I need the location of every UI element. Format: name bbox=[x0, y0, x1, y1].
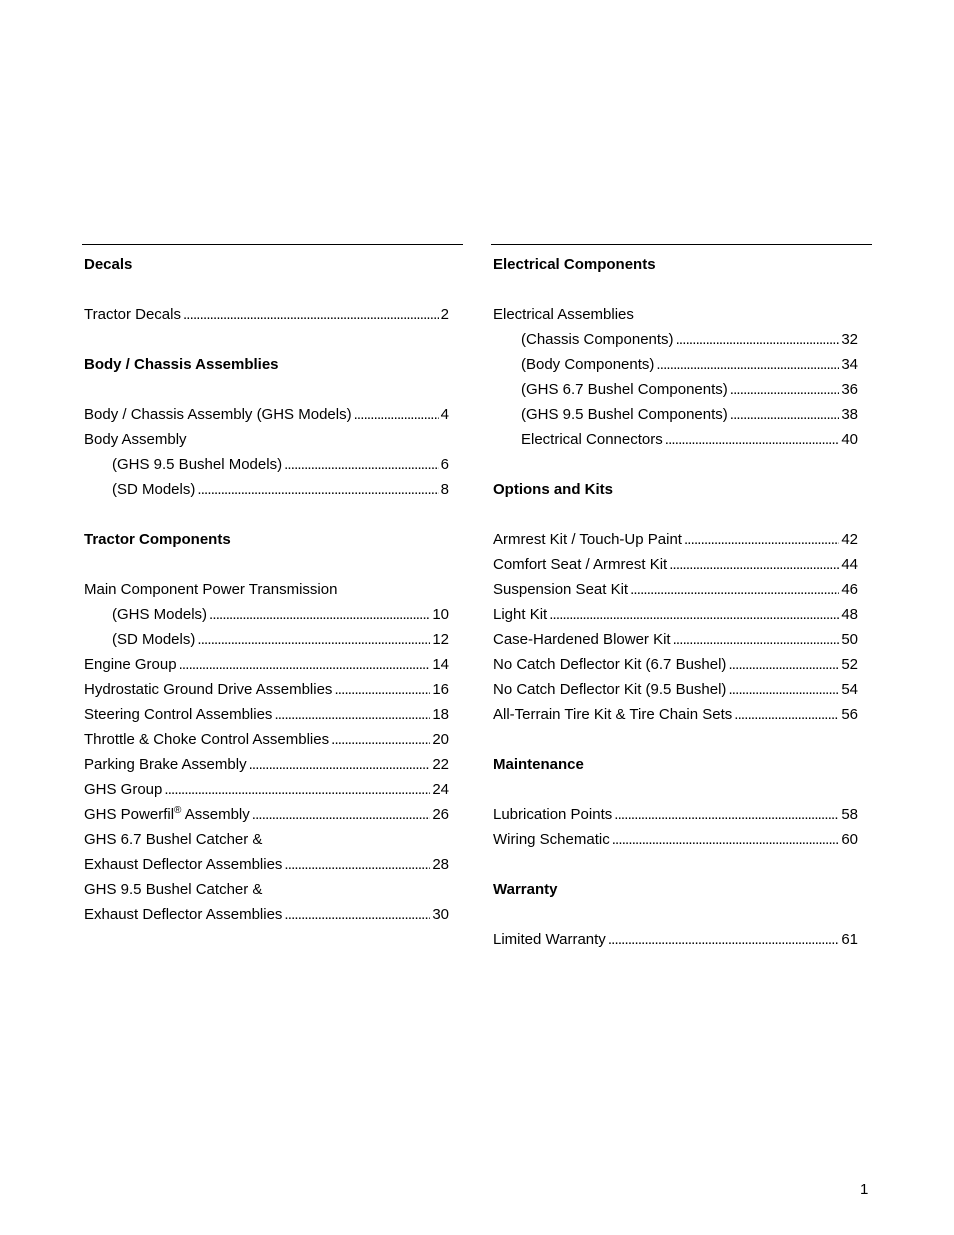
toc-entry-armrest-touchup[interactable]: Armrest Kit / Touch-Up Paint . . . 42 bbox=[493, 527, 858, 552]
dot-leader bbox=[728, 677, 839, 702]
dot-leader bbox=[549, 602, 839, 627]
toc-entry-lubrication[interactable]: Lubrication Points . . . 58 bbox=[493, 802, 858, 827]
toc-entry-engine-group[interactable]: Engine Group . . . 14 bbox=[84, 652, 449, 677]
page-number: 1 bbox=[860, 1181, 869, 1198]
dot-leader bbox=[183, 302, 439, 327]
section-heading-body-chassis: Body / Chassis Assemblies bbox=[84, 356, 279, 373]
toc-entry-ghs-group[interactable]: GHS Group . . . 24 bbox=[84, 777, 449, 802]
toc-entry-ghs95-exhaust[interactable]: Exhaust Deflector Assemblies . . . 30 bbox=[84, 902, 449, 927]
dot-leader bbox=[614, 802, 839, 827]
dot-leader bbox=[728, 652, 839, 677]
section-heading-decals: Decals bbox=[84, 256, 133, 273]
dot-leader bbox=[284, 902, 430, 927]
toc-entry-limited-warranty[interactable]: Limited Warranty . . . 61 bbox=[493, 927, 858, 952]
dot-leader bbox=[284, 452, 439, 477]
toc-entry-steering[interactable]: Steering Control Assemblies . . . 18 bbox=[84, 702, 449, 727]
dot-leader bbox=[612, 827, 840, 852]
toc-entry-deflector-95[interactable]: No Catch Deflector Kit (9.5 Bushel) . . . 54 bbox=[493, 677, 858, 702]
toc-group-body-assembly: Body Assembly bbox=[84, 431, 187, 448]
dot-leader bbox=[197, 627, 430, 652]
toc-entry-body-chassis-assembly[interactable]: Body / Chassis Assembly (GHS Models) . . . 4 bbox=[84, 402, 449, 427]
toc-entry-parking-brake[interactable]: Parking Brake Assembly . . . 22 bbox=[84, 752, 449, 777]
toc-entry-ghs95-components[interactable]: (GHS 9.5 Bushel Components) . . . 38 bbox=[493, 402, 858, 427]
toc-entry-comfort-seat[interactable]: Comfort Seat / Armrest Kit . . . 44 bbox=[493, 552, 858, 577]
dot-leader bbox=[656, 352, 839, 377]
section-heading-warranty: Warranty bbox=[493, 881, 558, 898]
toc-entry-deflector-67[interactable]: No Catch Deflector Kit (6.7 Bushel) . . . 52 bbox=[493, 652, 858, 677]
dot-leader bbox=[179, 652, 431, 677]
toc-entry-blower-kit[interactable]: Case-Hardened Blower Kit . . . 50 bbox=[493, 627, 858, 652]
dot-leader bbox=[197, 477, 438, 502]
toc-entry-hydrostatic[interactable]: Hydrostatic Ground Drive Assemblies . . . 16 bbox=[84, 677, 449, 702]
toc-entry-body-sd[interactable]: (SD Models) . . . 8 bbox=[84, 477, 449, 502]
dot-leader bbox=[252, 802, 431, 827]
toc-group-ghs95-catcher: GHS 9.5 Bushel Catcher & bbox=[84, 881, 263, 898]
toc-entry-body-ghs95[interactable]: (GHS 9.5 Bushel Models) . . . 6 bbox=[84, 452, 449, 477]
dot-leader bbox=[209, 602, 430, 627]
toc-entry-main-sd[interactable]: (SD Models) . . . 12 bbox=[84, 627, 449, 652]
toc-entry-light-kit[interactable]: Light Kit . . . 48 bbox=[493, 602, 858, 627]
section-heading-maintenance: Maintenance bbox=[493, 756, 584, 773]
toc-entry-wiring[interactable]: Wiring Schematic . . . 60 bbox=[493, 827, 858, 852]
toc-entry-ghs67-exhaust[interactable]: Exhaust Deflector Assemblies . . . 28 bbox=[84, 852, 449, 877]
toc-left-column bbox=[82, 244, 463, 927]
dot-leader bbox=[673, 627, 840, 652]
toc-group-ghs67-catcher: GHS 6.7 Bushel Catcher & bbox=[84, 831, 263, 848]
section-heading-tractor-components: Tractor Components bbox=[84, 531, 231, 548]
dot-leader bbox=[730, 377, 840, 402]
toc-entry-main-ghs[interactable]: (GHS Models) . . . 10 bbox=[84, 602, 449, 627]
dot-leader bbox=[354, 402, 439, 427]
dot-leader bbox=[284, 852, 430, 877]
toc-entry-suspension-seat[interactable]: Suspension Seat Kit . . . 46 bbox=[493, 577, 858, 602]
registered-mark: ® bbox=[174, 805, 182, 816]
dot-leader bbox=[669, 552, 839, 577]
dot-leader bbox=[331, 727, 430, 752]
dot-leader bbox=[249, 752, 431, 777]
toc-entry-ghs67-components[interactable]: (GHS 6.7 Bushel Components) . . . 36 bbox=[493, 377, 858, 402]
toc-entry-tractor-decals[interactable]: Tractor Decals . . . 2 bbox=[84, 302, 449, 327]
dot-leader bbox=[630, 577, 839, 602]
toc-entry-throttle[interactable]: Throttle & Choke Control Assemblies . . . 20 bbox=[84, 727, 449, 752]
dot-leader bbox=[334, 677, 430, 702]
toc-group-electrical-assemblies: Electrical Assemblies bbox=[493, 306, 634, 323]
dot-leader bbox=[608, 927, 840, 952]
dot-leader bbox=[734, 702, 839, 727]
toc-entry-body-components[interactable]: (Body Components) . . . 34 bbox=[493, 352, 858, 377]
dot-leader bbox=[665, 427, 840, 452]
toc-entry-electrical-connectors[interactable]: Electrical Connectors . . . 40 bbox=[493, 427, 858, 452]
toc-entry-chassis-components[interactable]: (Chassis Components) . . . 32 bbox=[493, 327, 858, 352]
toc-entry-all-terrain[interactable]: All-Terrain Tire Kit & Tire Chain Sets . . . 56 bbox=[493, 702, 858, 727]
toc-right-column bbox=[491, 244, 872, 952]
toc-group-main-component: Main Component Power Transmission bbox=[84, 581, 338, 598]
dot-leader bbox=[676, 327, 840, 352]
dot-leader bbox=[730, 402, 840, 427]
dot-leader bbox=[274, 702, 430, 727]
section-heading-options-kits: Options and Kits bbox=[493, 481, 613, 498]
dot-leader bbox=[684, 527, 839, 552]
toc-entry-ghs-powerfil[interactable]: GHS Powerfil® Assembly . . . 26 bbox=[84, 802, 449, 827]
dot-leader bbox=[164, 777, 430, 802]
section-heading-electrical: Electrical Components bbox=[493, 256, 656, 273]
